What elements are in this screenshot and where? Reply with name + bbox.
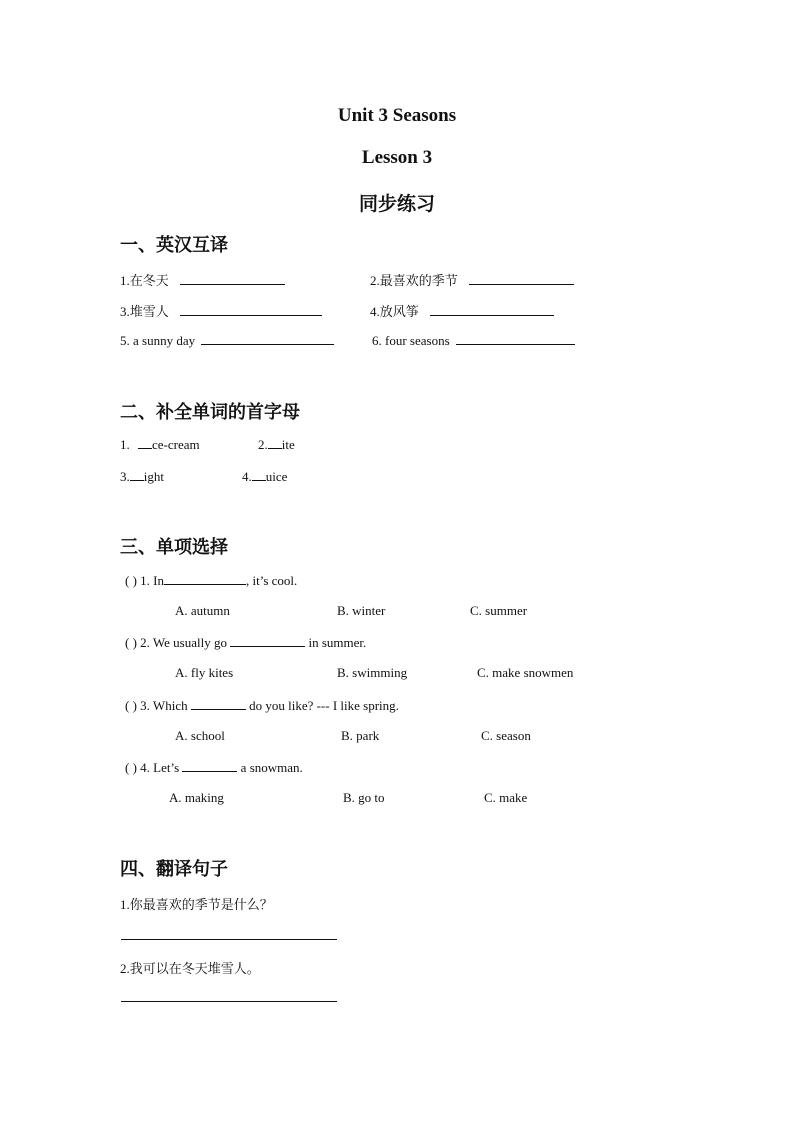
option-c[interactable]: C. make [484, 790, 528, 805]
option-b[interactable]: B. park [341, 728, 380, 743]
s3-question-4 [125, 759, 303, 776]
s1-item-6-text: 6. four seasons [372, 333, 450, 348]
s3-question-3 [125, 697, 399, 714]
answer-paren[interactable]: ( ) [125, 635, 137, 650]
question-text-pre: 1. In [140, 573, 165, 588]
s1-item-6 [372, 332, 575, 349]
letter-blank[interactable] [268, 436, 282, 449]
s2-item-3 [120, 468, 164, 485]
question-blank [230, 634, 305, 647]
s1-item-1 [120, 270, 285, 289]
s2-item-2-number: 2. [258, 437, 268, 452]
s1-item-2 [370, 270, 574, 289]
question-text-post: , it’s cool. [246, 573, 298, 588]
option-b[interactable]: B. winter [337, 603, 386, 618]
question-blank [182, 759, 237, 772]
worksheet-subtitle: 同步练习 [358, 194, 435, 215]
answer-blank[interactable] [180, 303, 322, 316]
section4-heading: 四、翻译句子 [120, 859, 228, 879]
letter-blank[interactable] [130, 468, 144, 481]
answer-paren[interactable]: ( ) [125, 698, 137, 713]
s1-item-3 [120, 301, 322, 320]
s2-item-4-number: 4. [242, 469, 252, 484]
option-b[interactable]: B. swimming [337, 665, 408, 680]
s1-item-5-text: 5. a sunny day [120, 333, 196, 348]
answer-blank[interactable] [456, 332, 575, 345]
s2-item-4-text: uice [265, 469, 288, 484]
section1-heading: 一、英汉互译 [120, 235, 228, 255]
s1-item-2-text: 2.最喜欢的季节 [370, 273, 458, 288]
question-text-pre: 4. Let’s [140, 760, 180, 775]
unit-title: Unit 3 Seasons [337, 105, 457, 126]
answer-line[interactable] [121, 939, 337, 940]
letter-blank[interactable] [252, 468, 266, 481]
s2-item-3-text: ight [143, 469, 164, 484]
answer-line[interactable] [121, 1001, 337, 1002]
question-text-post: do you like? --- I like spring. [249, 698, 399, 713]
option-a[interactable]: A. autumn [175, 603, 230, 618]
option-c[interactable]: C. make snowmen [477, 665, 574, 680]
s4-item-2: 2.我可以在冬天堆雪人。 [120, 961, 260, 976]
s1-item-3-text: 3.堆雪人 [120, 304, 169, 319]
question-text-pre: 3. Which [140, 698, 188, 713]
letter-blank[interactable] [138, 436, 152, 449]
s2-item-4 [242, 468, 287, 485]
answer-paren[interactable]: ( ) [125, 760, 137, 775]
s1-item-1-text: 1.在冬天 [120, 273, 169, 288]
section2-heading: 二、补全单词的首字母 [120, 402, 300, 422]
s2-item-2 [258, 436, 295, 453]
s3-question-2 [125, 634, 366, 651]
s3-question-1 [125, 572, 297, 589]
s1-item-5 [120, 332, 334, 349]
option-a[interactable]: A. school [175, 728, 225, 743]
option-c[interactable]: C. season [481, 728, 531, 743]
answer-blank[interactable] [180, 272, 285, 285]
answer-blank[interactable] [469, 272, 574, 285]
question-blank [164, 572, 246, 585]
question-text-pre: 2. We usually go [140, 635, 227, 650]
section3-heading: 三、单项选择 [120, 537, 228, 557]
option-a[interactable]: A. making [169, 790, 224, 805]
s1-item-4-text: 4.放风筝 [370, 304, 419, 319]
answer-blank[interactable] [201, 332, 334, 345]
s4-item-1: 1.你最喜欢的季节是什么？ [120, 897, 273, 912]
answer-paren[interactable]: ( ) [125, 573, 137, 588]
question-text-post: a snowman. [240, 760, 303, 775]
s2-item-1-text: ce-cream [152, 437, 200, 452]
option-b[interactable]: B. go to [343, 790, 385, 805]
answer-blank[interactable] [430, 303, 554, 316]
s2-item-3-number: 3. [120, 469, 130, 484]
s2-item-1 [120, 436, 200, 453]
lesson-title: Lesson 3 [361, 147, 433, 168]
s1-item-4 [370, 301, 554, 320]
question-blank [191, 697, 246, 710]
option-a[interactable]: A. fly kites [175, 665, 234, 680]
s2-item-1-number: 1. [120, 437, 130, 452]
option-c[interactable]: C. summer [470, 603, 528, 618]
s2-item-2-text: ite [281, 437, 295, 452]
question-text-post: in summer. [308, 635, 367, 650]
